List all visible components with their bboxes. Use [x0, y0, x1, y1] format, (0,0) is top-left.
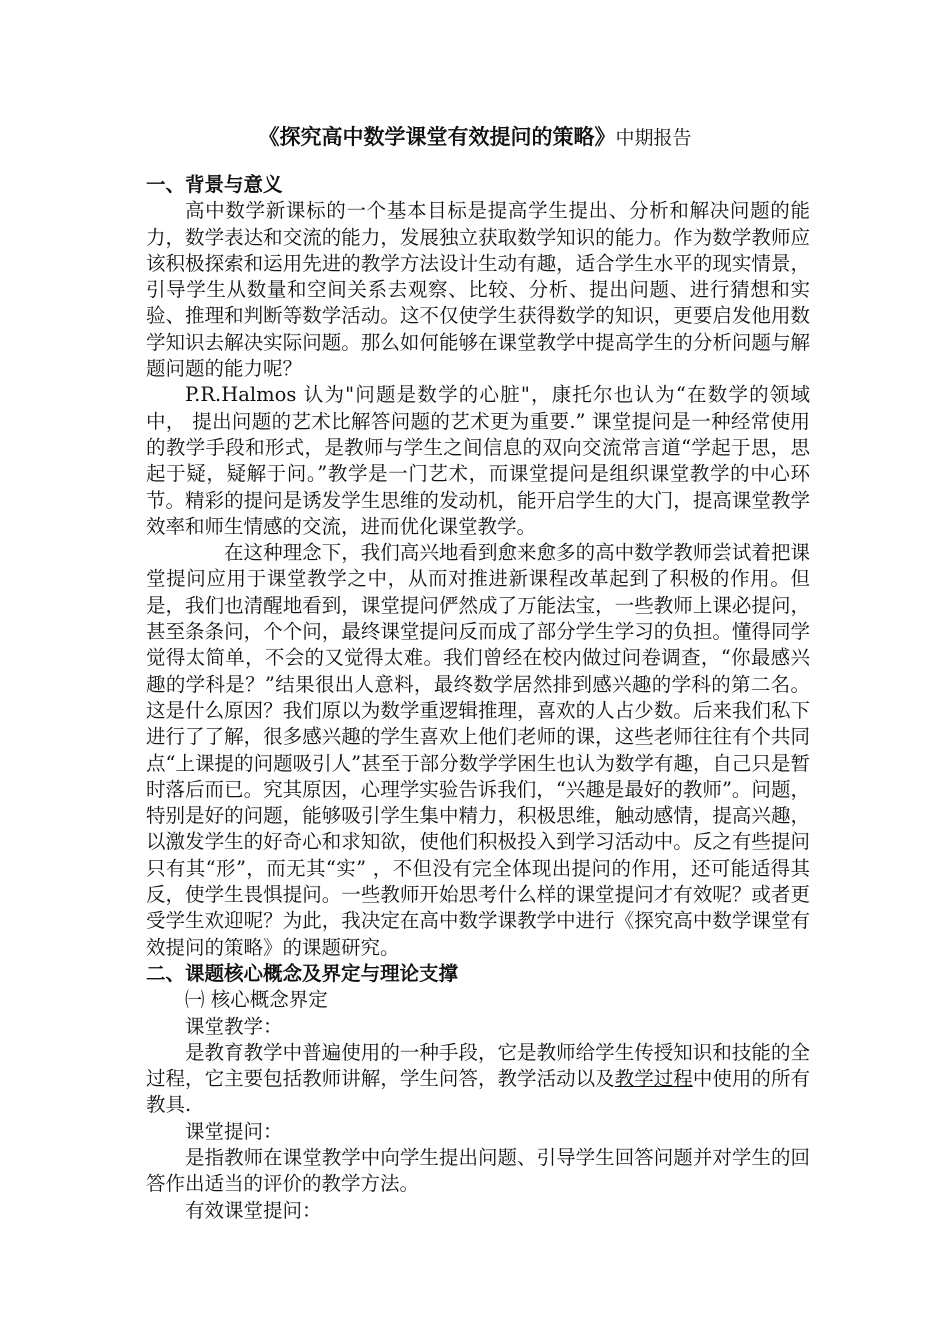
document-body [146, 172, 810, 1224]
section-heading-concepts: 二、课题核心概念及界定与理论支撑 [146, 961, 459, 985]
document-title [0, 122, 950, 153]
definition-text-b: 中使用的所有教具. [146, 1067, 810, 1117]
paragraph-1: 高中数学新课标的一个基本目标是提高学生提出、分析和解决问题的能力，数学表达和交流的能力，发展独立获取数学知识的能力。作为数学教师应该积极探索和运用先进的教学方法设计生动有趣，适合学生水平的现实情景，引导学生从数量和空间关系去观察、比较、分析、提出问题、进行猜想和实验、推理和判断等数学活动。这不仅使学生获得数学的知识，更要启发他用数学知识去解决实际问题。那么如何能够在课堂教学中提高学生的分析问题与解题问题的能力呢？ [146, 199, 810, 381]
definition-classroom-questioning: 是指教师在课堂教学中向学生提出问题、引导学生回答问题并对学生的回答作出适当的评价的教学方法。 [146, 1145, 810, 1196]
term-classroom-teaching: 课堂教学： [185, 1014, 283, 1038]
paragraph-2: P.R.Halmos 认为"问题是数学的心脏"，康托尔也认为“在数学的领域中， 提出问题的艺术比解答问题的艺术更为重要.” 课堂提问是一种经常使用的教学手段和形式，是教师与学生之间信息的双向交流常言道“学起于思，思起于疑，疑解于问。”教学是一门艺术，而课堂提问是组织课堂教学的中心环节。精彩的提问是诱发学生思维的发动机，能开启学生的大门，提高课堂教学效率和师生情感的交流，进而优化课堂教学。 [146, 383, 810, 538]
paragraph-3: 在这种理念下，我们高兴地看到愈来愈多的高中数学教师尝试着把课堂提问应用于课堂教学之中，从而对推进新课程改革起到了积极的作用。但是，我们也清醒地看到，课堂提问俨然成了万能法宝，一些教师上课必提问，甚至条条问，个个问，最终课堂提问反而成了部分学生学习的负担。懂得同学觉得太简单，不会的又觉得太难。我们曾经在校内做过问卷调查，“你最感兴趣的学科是？”结果很出人意料，最终数学居然排到感兴趣的学科的第二名。这是什么原因？我们原以为数学重逻辑推理，喜欢的人占少数。后来我们私下进行了了解，很多感兴趣的学生喜欢上他们老师的课，这些老师往往有个共同点“上课提的问题吸引人”甚至于部分数学学困生也认为数学有趣，自己只是暂时落后而已。究其原因，心理学实验告诉我们，“兴趣是最好的教师”。问题，特别是好的问题，能够吸引学生集中精力，积极思维，触动感情，提高兴趣，以激发学生的好奇心和求知欲，使他们积极投入到学习活动中。反之有些提问只有其“形”，而无其“实” ，不但没有完全体现出提问的作用，还可能适得其反，使学生畏惧提问。一些教师开始思考什么样的课堂提问才有效呢？或者更受学生欢迎呢？为此，我决定在高中数学课教学中进行《探究高中数学课堂有效提问的策略》的课题研究。 [146, 541, 810, 959]
subheading-core-concepts: ㈠ 核心概念界定 [185, 988, 328, 1012]
term-effective-questioning: 有效课堂提问： [185, 1198, 322, 1222]
title-sub: 中期报告 [615, 127, 692, 149]
definition-classroom-teaching [146, 1040, 810, 1119]
title-main: 《探究高中数学课堂有效提问的策略》 [258, 124, 616, 149]
term-classroom-questioning: 课堂提问： [185, 1119, 283, 1143]
definition-text-a: 是教育教学中普遍使用的一种手段，它是教师给学生传授知识和技能的全过程，它主要包括教师讲解，学生问答，教学活动以及 [146, 1040, 810, 1091]
section-heading-background: 一、背景与意义 [146, 173, 283, 196]
teaching-process-link[interactable]: 教学过程 [614, 1067, 693, 1091]
